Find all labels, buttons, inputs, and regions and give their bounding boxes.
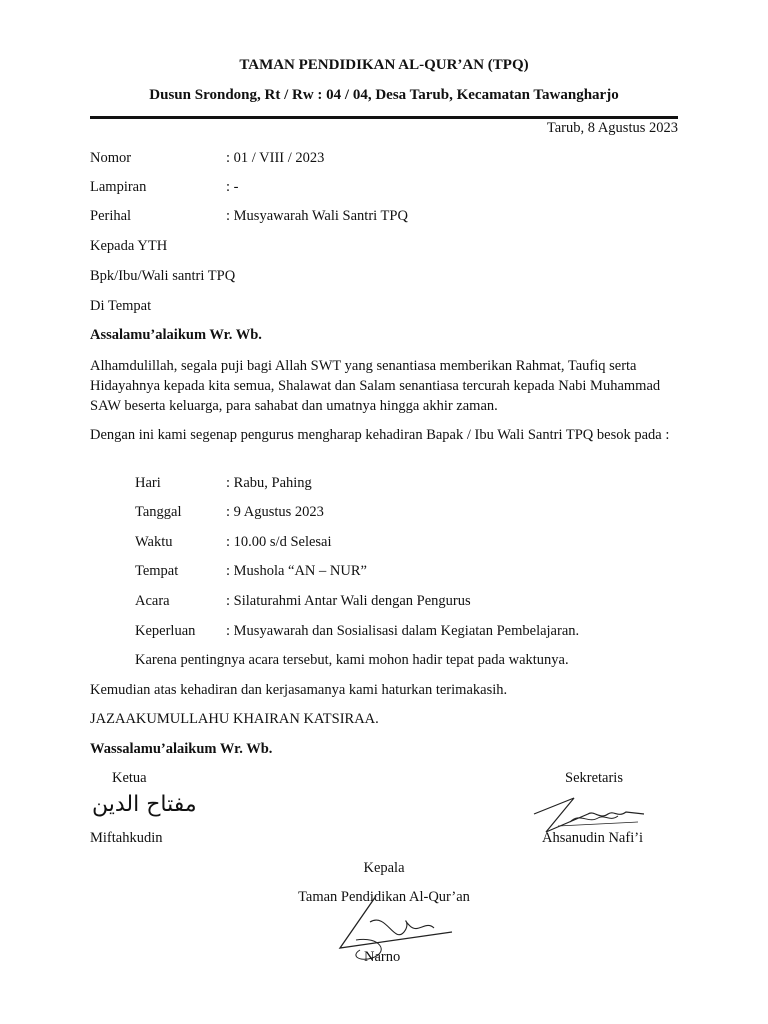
thanks-line: Kemudian atas kehadiran dan kerjasamanya kami haturkan terimakasih. — [90, 682, 508, 698]
detail-label-acara: Acara — [135, 593, 170, 609]
recipient-line-2: Bpk/Ibu/Wali santri TPQ — [90, 268, 236, 284]
detail-value-waktu: : 10.00 s/d Selesai — [226, 534, 332, 550]
letterhead-title: TAMAN PENDIDIKAN AL-QUR’AN (TPQ) — [239, 57, 529, 73]
detail-value-acara: : Silaturahmi Antar Wali dengan Pengurus — [226, 593, 471, 609]
greeting: Assalamu’alaikum Wr. Wb. — [90, 327, 262, 343]
detail-label-tanggal: Tanggal — [135, 504, 182, 520]
intro-paragraph: Alhamdulillah, segala puji bagi Allah SWT yang senantiasa memberikan Rahmat, Taufiq serta Hidayahnya kepada kita semua, Shalawat dan Salam senantiasa tercurah kepada Nabi Muhammad SAW beserta keluarga, para sahabat dan umatnya hingga akhir zaman. — [90, 358, 661, 414]
ketua-title: Ketua — [112, 770, 147, 786]
detail-label-waktu: Waktu — [135, 534, 173, 550]
meta-label-nomor: Nomor — [90, 150, 132, 166]
recipient-line-3: Di Tempat — [90, 298, 152, 314]
importance-line: Karena pentingnya acara tersebut, kami mohon hadir tepat pada waktunya. — [135, 652, 569, 668]
invitation-paragraph: Dengan ini kami segenap pengurus mengharap kehadiran Bapak / Ibu Wali Santri TPQ besok pada : — [90, 427, 670, 443]
detail-value-tanggal: : 9 Agustus 2023 — [226, 504, 324, 520]
meta-value-nomor: : 01 / VIII / 2023 — [226, 150, 325, 166]
jazaa-line: JAZAAKUMULLAHU KHAIRAN KATSIRAA. — [90, 711, 379, 727]
meta-value-lampiran: : - — [226, 179, 239, 195]
letter-date: Tarub, 8 Agustus 2023 — [546, 120, 678, 136]
kepala-name: Narno — [364, 949, 401, 965]
kepala-org: Taman Pendidikan Al-Qur’an — [298, 889, 470, 905]
kepala-title: Kepala — [363, 860, 405, 876]
detail-value-hari: : Rabu, Pahing — [226, 475, 312, 491]
meta-label-perihal: Perihal — [90, 208, 132, 224]
meta-value-perihal: : Musyawarah Wali Santri TPQ — [226, 208, 408, 224]
detail-label-keperluan: Keperluan — [135, 623, 196, 639]
ketua-arabic-signature: مفتاح الدين — [92, 792, 197, 817]
letterhead-divider — [90, 116, 678, 119]
letterhead-address: Dusun Srondong, Rt / Rw : 04 / 04, Desa Tarub, Kecamatan Tawangharjo — [149, 87, 619, 103]
detail-label-hari: Hari — [135, 475, 161, 491]
detail-value-keperluan: : Musyawarah dan Sosialisasi dalam Kegiatan Pembelajaran. — [226, 623, 580, 639]
closing-salam: Wassalamu’alaikum Wr. Wb. — [90, 741, 273, 757]
detail-label-tempat: Tempat — [135, 563, 179, 579]
ketua-name: Miftahkudin — [90, 830, 163, 846]
detail-value-tempat: : Mushola “AN – NUR” — [226, 563, 367, 579]
sekretaris-title: Sekretaris — [565, 770, 623, 786]
recipient-line-1: Kepada YTH — [90, 238, 168, 254]
meta-label-lampiran: Lampiran — [90, 179, 147, 195]
sekretaris-name: Ahsanudin Nafi’i — [542, 830, 644, 846]
